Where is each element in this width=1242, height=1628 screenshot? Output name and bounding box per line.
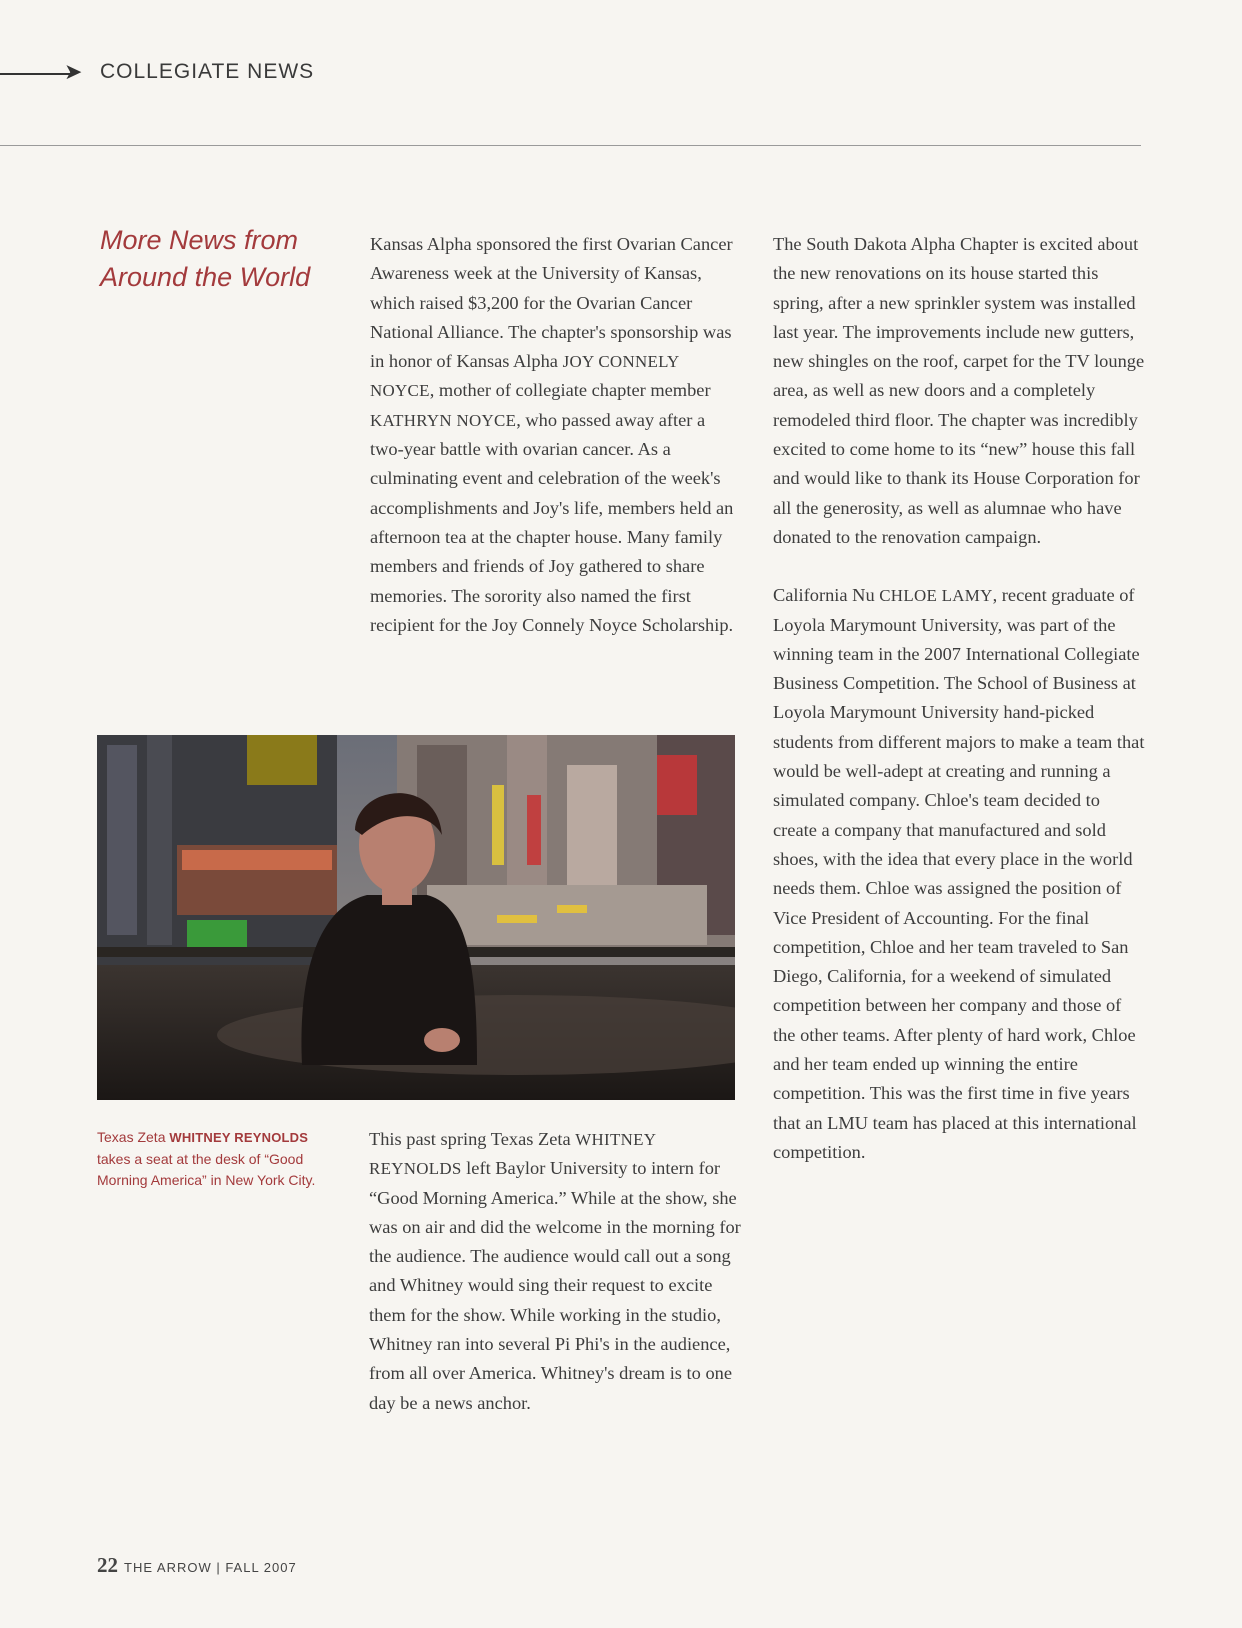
page-number: 22	[97, 1553, 118, 1577]
article-text: , recent graduate of Loyola Marymount University, was part of the winning team in the 2007 International Collegiate Business Competition. The School of Business at Loyola Marymount University hand-picked students from different majors to make a team that would be well-adept at creating and running a simulated company. Chloe's team decided to create a company that manufactured and sold shoes, with the idea that every place in the world needs them. Chloe was assigned the position of Vice President of Accounting. For the final competition, Chloe and her team traveled to San Diego, California, for a weekend of simulated competition between her company and those of the other teams. After plenty of hard work, Chloe and her team ended up winning the entire competition. This was the first time in five years that an LMU team has placed at this international competition.	[773, 585, 1145, 1162]
article-text: This past spring Texas Zeta	[369, 1129, 576, 1149]
side-heading-line-2: Around the World	[100, 262, 311, 292]
arrow-right-icon: ➤	[64, 60, 83, 85]
article-south-dakota-paragraph: The South Dakota Alpha Chapter is excited about the new renovations on its house started this spring, after a new sprinkler system was installed last year. The improvements include new gutters, new shingles on the roof, carpet for the TV lounge area, as well as new doors and a completely remodeled third floor. The chapter was incredibly excited to come home to its “new” house this fall and would like to thank its House Corporation for all the generosity, as well as alumnae who have donated to the renovation campaign.	[773, 234, 1145, 547]
photo-illustration	[97, 735, 735, 1100]
article-column-right	[773, 230, 1145, 1196]
article-texas-paragraph	[369, 1125, 741, 1418]
article-kansas-paragraph	[370, 230, 742, 640]
article-texas-zeta	[369, 1125, 741, 1447]
member-name: KATHRYN NOYCE	[370, 410, 517, 430]
page-footer	[97, 1553, 297, 1578]
publication-name: THE ARROW | FALL 2007	[124, 1560, 297, 1575]
side-heading-line-1: More News from	[100, 225, 299, 255]
member-name: WHITNEY REYNOLDS	[369, 1130, 656, 1179]
article-kansas-alpha	[370, 230, 742, 669]
caption-text: takes a seat at the desk of “Good Morning America” in New York City.	[97, 1150, 316, 1188]
article-text: Kansas Alpha sponsored the first Ovarian Cancer Awareness week at the University of Kansas, which raised $3,200 for the Ovarian Cancer National Alliance. The chapter's sponsorship was in honor of Kansas Alpha	[370, 234, 733, 372]
header-arrow-line	[0, 73, 70, 75]
member-name: CHLOE LAMY	[879, 586, 993, 606]
caption-name: WHITNEY REYNOLDS	[169, 1130, 309, 1145]
caption-text: Texas Zeta	[97, 1129, 170, 1145]
article-text: California Nu	[773, 585, 880, 606]
article-text: left Baylor University to intern for “Good Morning America.” While at the show, she was on air and did the welcome in the morning for the audience. The audience would call out a song and Whitney would sing their request to excite them for the show. While working in the studio, Whitney ran into several Pi Phi's in the audience, from all over America. Whitney's dream is to one day be a news anchor.	[369, 1158, 741, 1413]
article-text: , who passed away after a two-year battle with ovarian cancer. As a culminating event and celebration of the week's accomplishments and Joy's life, members held an afternoon tea at the chapter house. Many family members and friends of Joy gathered to share memories. The sorority also named the first recipient for the Joy Connely Noyce Scholarship.	[370, 409, 734, 635]
side-heading	[100, 222, 330, 296]
section-label: COLLEGIATE NEWS	[100, 60, 315, 83]
article-california-paragraph	[773, 581, 1145, 1167]
news-photo	[97, 735, 735, 1100]
article-text: , mother of collegiate chapter member	[429, 380, 711, 401]
photo-caption	[97, 1127, 337, 1192]
section-header	[0, 58, 400, 90]
member-name: JOY CONNELY NOYCE	[370, 352, 679, 401]
header-divider	[0, 145, 1141, 146]
